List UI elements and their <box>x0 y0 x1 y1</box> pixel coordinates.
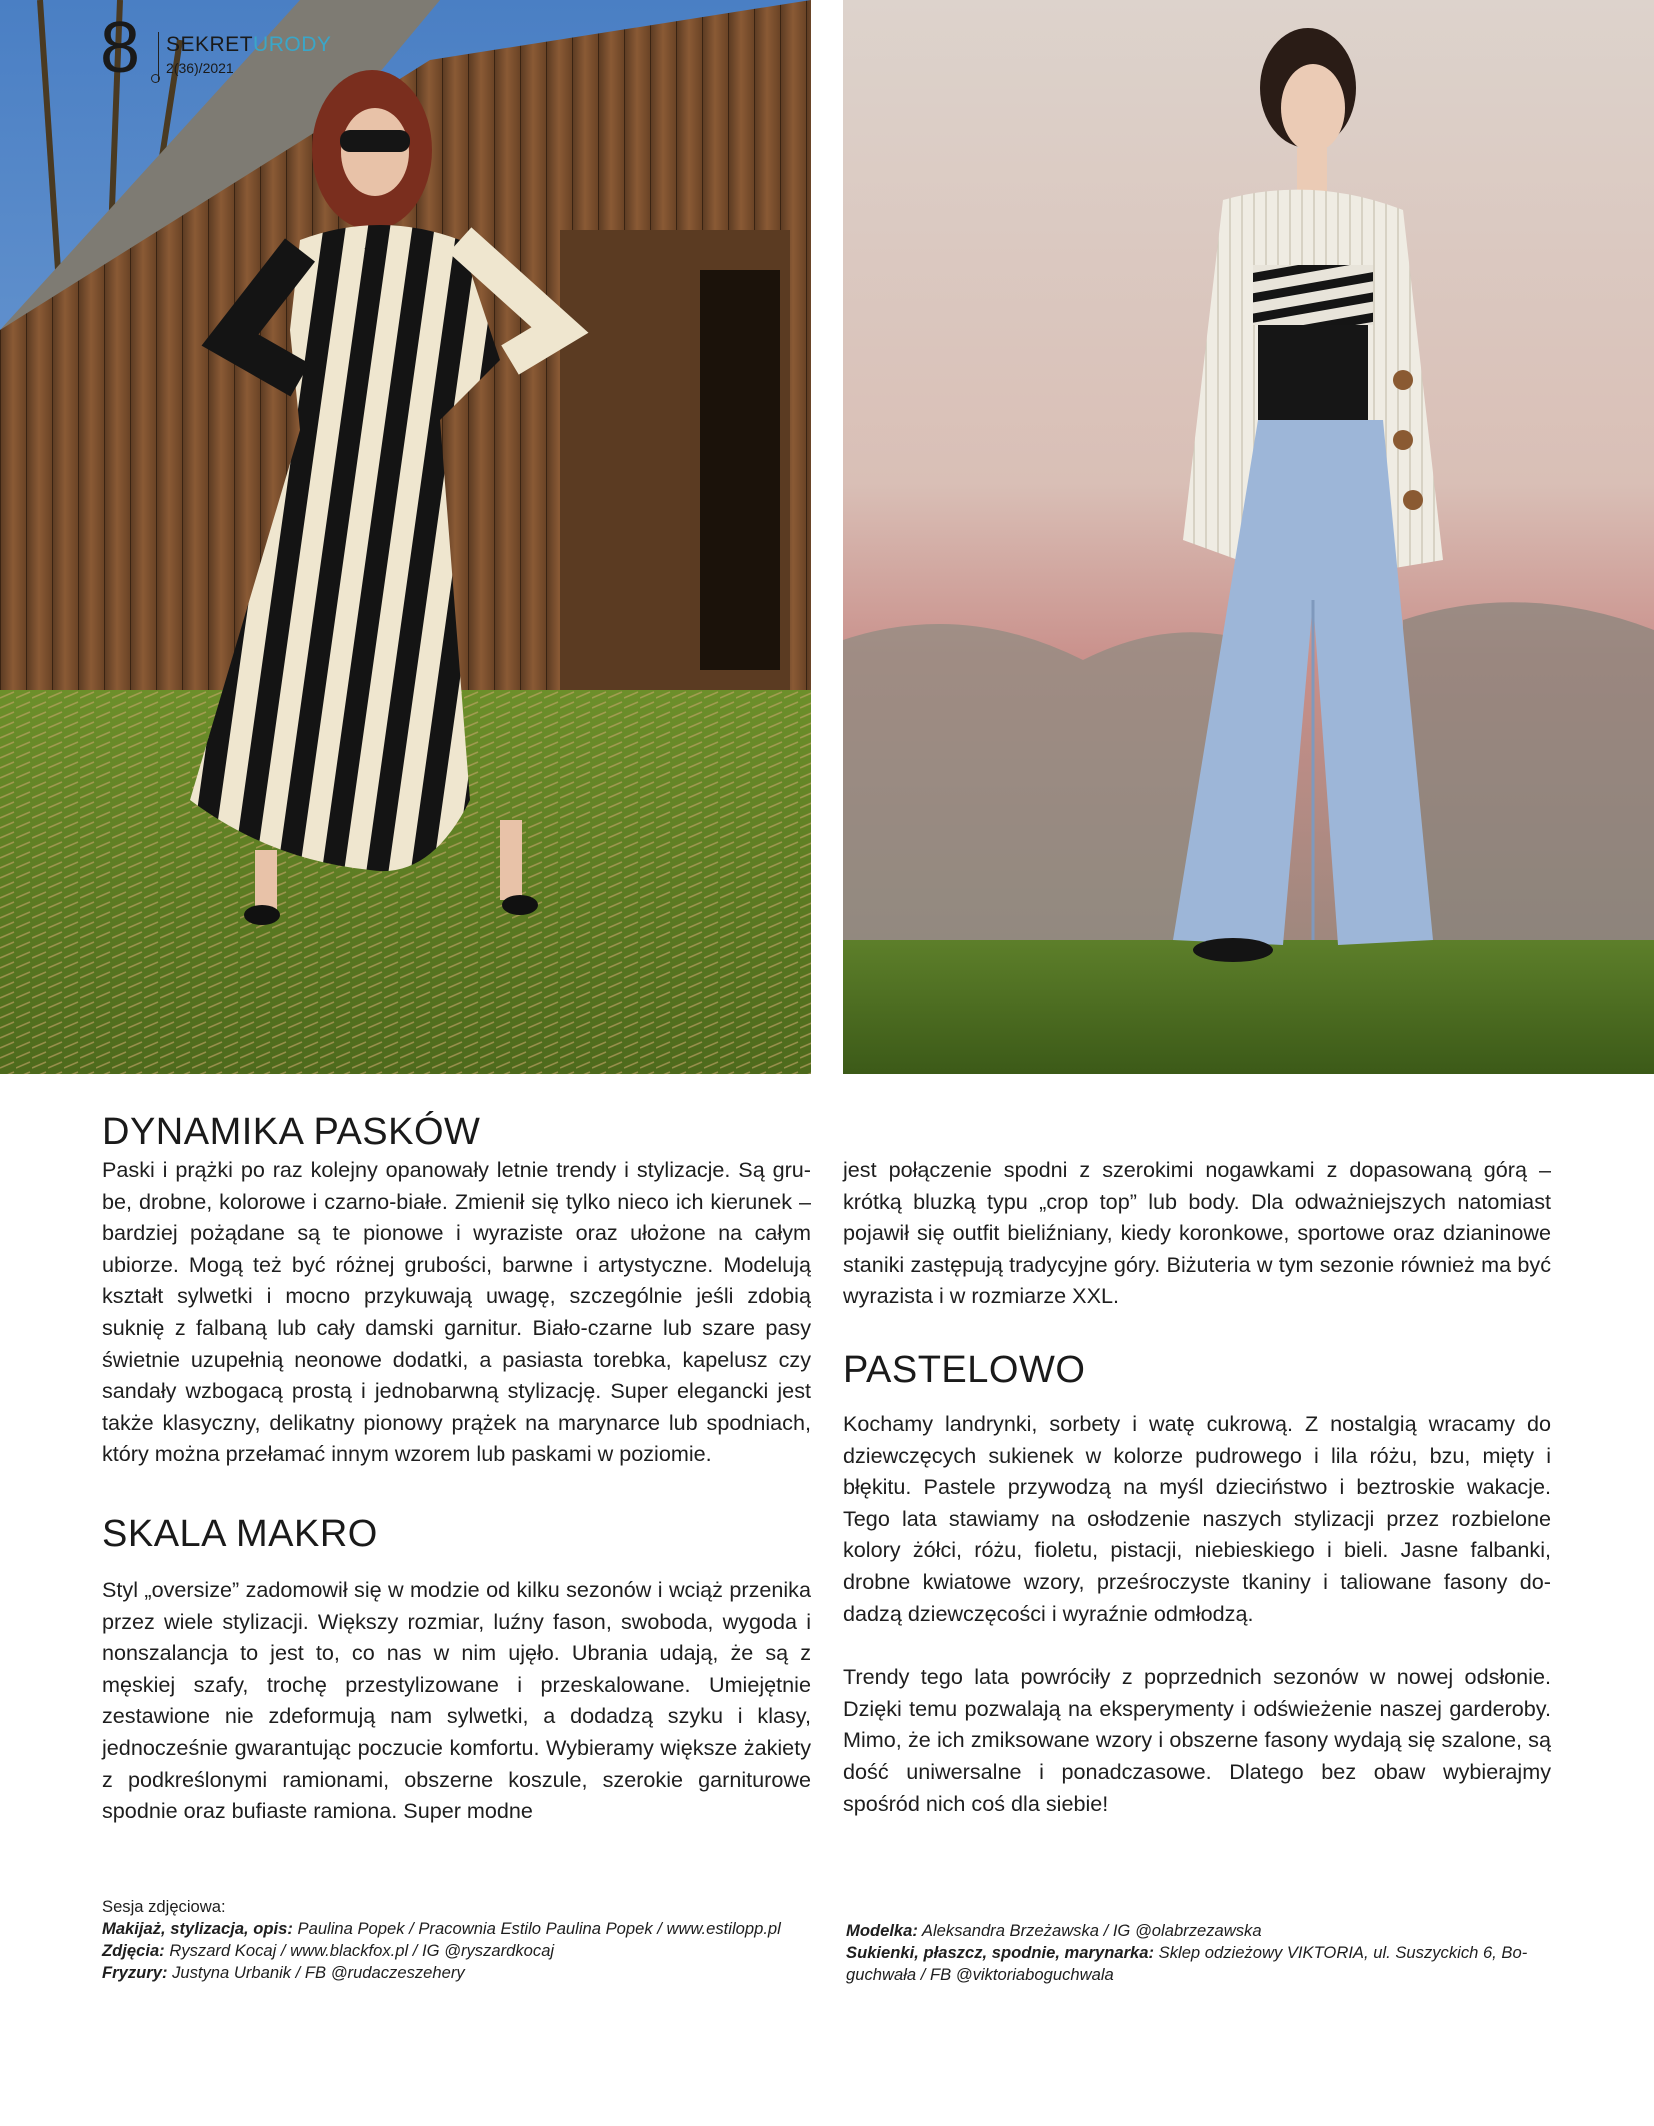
credits-hair <box>102 1962 822 1984</box>
credits-right <box>846 1920 1566 1986</box>
photo-striped-dress <box>0 0 811 1074</box>
credits-model <box>846 1920 1566 1942</box>
credits-makeup <box>102 1918 822 1940</box>
credits-photos-value: Ryszard Kocaj / www.blackfox.pl / IG @ryszardkocaj <box>164 1941 555 1960</box>
section-body-paskow: Paski i prążki po raz kolejny opanowały letnie trendy i stylizacje. Są grube, drobne, kolorowe i czarno-białe. Zmienił się tylko nieco ich kierunek – bardziej pożądane są te pionowe i wyraziste oraz ułożone na całym ubiorze. Mogą też być różnej grubości, barwne i artystyczne. Modelują kształt sylwetki i mocno przykuwają uwagę, szczególnie jeśli zdobią suknię z falbaną lub cały damski garnitur. Biało-czarne lub szare pasy świetnie uzupełnią neonowe dodatki, a pasiasta torebka, kapelusz czy sandały wzbogacą prostą i jednobarwną stylizację. Super elegancki jest także klasyczny, delikatny pionowy prążek na marynarce lub spodniach, który można przełamać innym wzorem lub paskami w poziomie. <box>102 1157 811 1467</box>
article-column-right <box>843 1154 1551 1819</box>
credits-session-label: Sesja zdjęciowa: <box>102 1897 226 1916</box>
credits-left <box>102 1896 822 1984</box>
photo-striped-dress-image <box>0 0 811 1074</box>
credits-clothes-value: Sklep odzieżowy VIKTORIA, ul. Suszyckich 6, Boguchwała / FB @viktoriaboguchwala <box>846 1943 1528 1984</box>
credits-model-value: Aleksandra Brzeżawska / IG @olabrzezawska <box>917 1921 1262 1940</box>
masthead <box>100 8 350 90</box>
section-heading-pastelowo: PASTELOWO <box>843 1348 1086 1391</box>
credits-clothes-label: Sukienki, płaszcz, spodnie, marynarka: <box>846 1943 1155 1962</box>
section-body-makro-part2: jest połączenie spodni z szerokimi nogawkami z dopasowaną górą – krótką bluzką typu „crop top” lub body. Dla odważniejszych natomiast pojawił się outfit bieliźniany, kiedy koronkowe, sportowe oraz dzianinowe staniki zastępują tradycyjne góry. Biżuteria w tym sezonie również ma być wyrazista i w rozmiarze XXL. <box>843 1157 1551 1309</box>
section-body-makro-part1: Styl „oversize” zadomowił się w modzie od kilku sezonów i wciąż przenika przez wiele stylizacji. Większy rozmiar, luźny fason, swoboda, wygoda i nonszalancja to jest to, co nas w nim ujęło. Ubrania udają, że są z męskiej szafy, trochę przestylizowane i przeskalowane. Umiejętnie zestawione nie zdeformują nam sylwetki, a dodadzą szyku i klasy, jednocześnie gwarantując poczucie komfortu. Wybieramy większe żakiety z podkreślonymi ramionami, obszerne koszule, szerokie garniturowe spodnie oraz bufiaste ramiona. Super modne <box>102 1576 811 1824</box>
credits-model-label: Modelka: <box>846 1921 918 1940</box>
credits-makeup-label: Makijaż, stylizacja, opis: <box>102 1919 293 1938</box>
magazine-title <box>166 34 331 55</box>
section-heading-makro: SKALA MAKRO <box>102 1512 378 1555</box>
photo-blue-trousers-image <box>843 0 1654 1074</box>
page-number: 8 <box>100 8 141 88</box>
credits-makeup-value: Paulina Popek / Pracownia Estilo Paulina Popek / www.estilopp.pl <box>292 1919 781 1938</box>
credits-hair-label: Fryzury: <box>102 1963 168 1982</box>
magazine-title-part2: URODY <box>253 33 332 56</box>
credits-hair-value: Justyna Urbanik / FB @rudaczeszehery <box>167 1963 465 1982</box>
section-body-summary: Trendy tego lata powróciły z poprzednich sezonów w nowej odsłonie. Dzięki temu pozwalają na eksperymenty i odświeżenie naszej garderoby. Mimo, że ich zmiksowane wzory i obszerne fasony wydają się szalone, są dość uniwersalne i ponadczasowe. Dlatego bez obaw wybierajmy spośród nich coś dla siebie! <box>843 1664 1551 1816</box>
credits-clothes <box>846 1942 1566 1986</box>
section-body-pastelowo: Kochamy landrynki, sorbety i watę cukrową. Z nostalgią wracamy do dziewczęcych sukienek w kolorze pudrowego i lila różu, bzu, mięty i błękitu. Pastele przywodzą na myśl dzieciństwo i beztroskie wakacje. Tego lata stawiamy na osłodzenie naszych stylizacji przez rozbielone kolory żółci, różu, fioletu, pistacji, niebieskiego i bieli. Jasne falbanki, drobne kwiatowe wzory, prześroczyste tkaniny i taliowane fasony dodadzą dziewczęcości i wyraźnie odmłodzą. <box>843 1410 1551 1626</box>
magazine-title-part1: SEKRET <box>166 33 254 56</box>
issue-number: 2(36)/2021 <box>166 60 234 76</box>
credits-photos-label: Zdjęcia: <box>102 1941 165 1960</box>
article-column-left <box>102 1110 811 1827</box>
section-heading-paskow: DYNAMIKA PASKÓW <box>102 1111 481 1153</box>
photo-blue-trousers <box>843 0 1654 1074</box>
masthead-divider <box>158 32 159 82</box>
credits-photos <box>102 1940 822 1962</box>
